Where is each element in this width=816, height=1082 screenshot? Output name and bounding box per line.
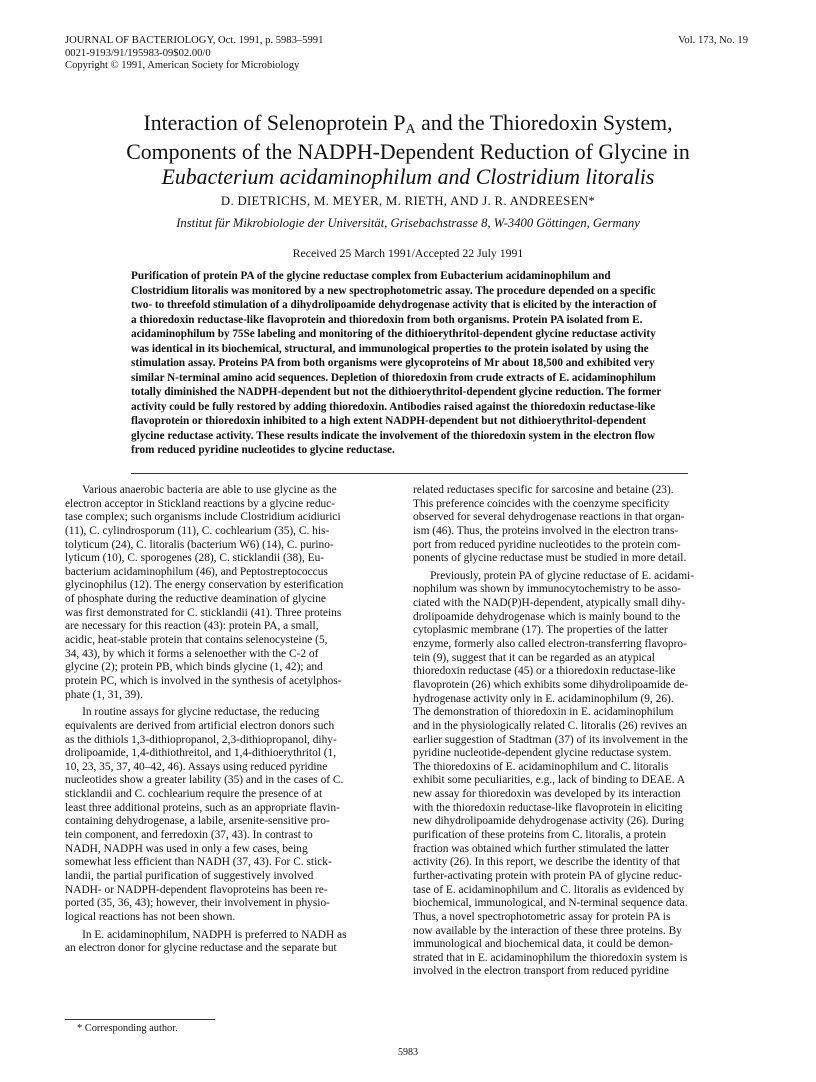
header-line: 0021-9193/91/195983-09$02.00/0 (65, 47, 211, 59)
body-text-line: with the thioredoxin reductase-like flavoprotein in eliciting (413, 801, 683, 814)
body-text-line: ciated with the NAD(P)H-dependent, atypically small dihy- (413, 597, 686, 610)
body-text-line: pyridine nucleotide-dependent glycine reductase system. (413, 747, 672, 760)
body-text-line: now available by the interaction of these three proteins. By (413, 924, 682, 937)
body-text-line: was first demonstrated for C. sticklandii (41). Three proteins (65, 606, 342, 619)
body-text-line: observed for several dehydrogenase reactions in that organ- (413, 511, 685, 524)
abstract-line: similar N-terminal amino acid sequences. Depletion of thioredoxin from crude extracts of E. acidaminophilum (131, 371, 656, 384)
abstract-line: from reduced pyridine nucleotides to glycine reductase. (131, 444, 395, 456)
body-text-line: nucleotides show a greater lability (35) and in the cases of C. (65, 774, 344, 787)
left-column (65, 484, 409, 956)
body-text-line: NADH, NADPH was used in only a few cases, being (65, 842, 308, 855)
body-text-line: NADH- or NADPH-dependent flavoproteins has been re- (65, 883, 328, 896)
body-text-line: This preference coincides with the coenzyme specificity (413, 497, 670, 510)
body-text-line: tolyticum (24), C. litoralis (bacterium W6) (14), C. purino- (65, 538, 334, 551)
body-text-line: somewhat less efficient than NADH (37, 43). For C. stick- (65, 856, 332, 869)
body-text-line: electron acceptor in Stickland reactions by a glycine reduc- (65, 497, 336, 510)
body-text-line: Various anaerobic bacteria are able to use glycine as the (65, 484, 337, 496)
abstract-line: was identical in its biochemical, structural, and immunological properties to the protein isolated by using the (131, 342, 649, 355)
title-line-1: Interaction of Selenoprotein PA and the Thioredoxin System, (143, 111, 673, 137)
body-text-line: lyticum (10), C. sporogenes (28), C. sticklandii (38), Eu- (65, 552, 325, 565)
header-line: Copyright © 1991, American Society for Microbiology (65, 60, 300, 71)
author-list: D. DIETRICHS, M. MEYER, M. RIETH, AND J. R. ANDREESEN* (220, 194, 596, 208)
abstract (131, 269, 691, 458)
body-text-line: tein (9), suggest that it can be regarded as an atypical (413, 651, 655, 664)
body-text-line: enzyme, formerly also called electron-transferring flavopro- (413, 638, 687, 651)
body-text-line: least three additional proteins, such as an appropriate flavin- (65, 801, 340, 814)
body-text-line: ism (46). Thus, the proteins involved in the electron trans- (413, 524, 679, 537)
received-date: Received 25 March 1991/Accepted 22 July 1991 (292, 246, 524, 260)
body-text-line: landii, the partial purification of suggestively involved (65, 869, 314, 882)
right-column (413, 484, 757, 979)
body-text-line: nophilum was shown by immunocytochemistry to be asso- (413, 583, 681, 596)
abstract-line: two- to threefold stimulation of a dihydrolipoamide dehydrogenase activity that is elicited by the interaction of (131, 299, 657, 311)
body-text-line: containing dehydrogenase, a labile, arsenite-sensitive pro- (65, 815, 330, 828)
body-text-line: logical reactions has not been shown. (65, 910, 236, 923)
body-text-line: glycinophilus (12). The energy conservation by esterification (65, 579, 344, 592)
title-line-3: Eubacterium acidaminophilum and Clostridium litoralis (161, 165, 655, 189)
body-text-line: drolipoamide, 1,4-dithiothreitol, and 1,4-dithioerythritol (1, (65, 747, 337, 760)
body-text-line: port from reduced pyridine nucleotides to the protein com- (413, 538, 681, 551)
body-text-line: (11), C. cylindrosporum (11), C. cochlearium (35), C. his- (65, 524, 330, 537)
body-text-line: activity (26). In this report, we describe the identity of that (413, 856, 680, 869)
body-text-line: related reductases specific for sarcosine and betaine (23). (413, 484, 674, 496)
body-text-line: tein component, and ferredoxin (37, 43). In contrast to (65, 829, 313, 842)
abstract-line: activity could be fully restored by adding thioredoxin. Antibodies raised against the thioredoxin reductase-like (131, 400, 656, 413)
body-text-line: In routine assays for glycine reductase, the reducing (65, 706, 320, 719)
affiliation: Institut für Mikrobiologie der Universität, Grisebachstrasse 8, W-3400 Göttingen, Germany (176, 216, 640, 230)
body-text-line: acidic, heat-stable protein that contains selenocysteine (5, (65, 634, 328, 647)
body-text-line: bacterium acidaminophilum (46), and Peptostreptococcus (65, 565, 328, 578)
body-text-line: tase of E. acidaminophilum and C. litoralis as evidenced by (413, 883, 685, 896)
body-text-line: cytoplasmic membrane (17). The properties of the latter (413, 624, 668, 637)
body-text-line: strated that in E. acidaminophilum the thioredoxin system is (413, 951, 688, 964)
body-text-line: flavoprotein (26) which exhibits some dihydrolipoamide de- (413, 678, 689, 691)
abstract-line: glycine reductase activity. These results indicate the involvement of the thioredoxin system in the electron flow (131, 429, 656, 442)
body-text-line: Previously, protein PA of glycine reductase of E. acidami- (413, 569, 695, 582)
body-text-line: are necessary for this reaction (43): protein PA, a small, (65, 620, 319, 633)
body-text-line: protein PC, which is involved in the synthesis of acetylphos- (65, 674, 342, 687)
body-text-line: ported (35, 36, 43); however, their involvement in physio- (65, 897, 330, 910)
body-text-line: Thus, a novel spectrophotometric assay for protein PA is (413, 910, 671, 923)
abstract-divider (131, 473, 688, 474)
abstract-line: acidaminophilum by 75Se labeling and monitoring of the dithioerythritol-dependent glycine reductase activity (131, 328, 656, 340)
abstract-line: Purification of protein PA of the glycine reductase complex from Eubacterium acidaminophilum and (131, 270, 611, 282)
body-text-line: glycine (2); protein PB, which binds glycine (1, 42); and (65, 661, 323, 674)
body-text-line: In E. acidaminophilum, NADPH is preferred to NADH as (65, 928, 347, 941)
body-text-line: tase complex; such organisms include Clostridium acidiurici (65, 511, 341, 524)
body-text-line: hydrogenase activity only in E. acidaminophilum (9, 26). (413, 692, 674, 705)
body-text-line: fraction was obtained which further stimulated the latter (413, 842, 669, 855)
body-text-line: immunological and biochemical data, it could be demon- (413, 938, 674, 951)
body-text-line: The demonstration of thioredoxin in E. acidaminophilum (413, 706, 674, 719)
body-text-line: further-activating protein with protein PA of glycine reduc- (413, 869, 683, 882)
footnote-rule (65, 1019, 215, 1020)
body-text-line: 34, 43), by which it forms a selenoether with the C-2 of (65, 647, 319, 660)
volume-label: Vol. 173, No. 19 (678, 35, 748, 46)
body-text-line: new assay for thioredoxin was developed by its interaction (413, 788, 681, 801)
body-text-line: drolipoamide dehydrogenase which is mainly bound to the (413, 610, 681, 623)
body-text-line: new dihydrolipoamide dehydrogenase activity (26). During (413, 815, 684, 828)
body-text-line: biochemical, immunological, and N-terminal sequence data. (413, 897, 688, 910)
body-text-line: thioredoxin reductase (45) or a thioredoxin reductase-like (413, 665, 676, 678)
journal-header (65, 35, 323, 73)
body-text-line: sticklandii and C. cochlearium require the presence of at (65, 788, 323, 801)
body-text-line: equivalents are derived from artificial electron donors such (65, 719, 335, 732)
abstract-line: flavoprotein or thioredoxin inhibited to a high extent NADPH-dependent but not dithioerythritol-dependent (131, 415, 646, 427)
abstract-line: stimulation assay. Proteins PA from both organisms were glycoproteins of Mr about 18,500 and exhibited very (131, 357, 655, 369)
article-title (60, 111, 756, 191)
body-text-line: earlier suggestion of Stadtman (37) of its involvement in the (413, 733, 688, 746)
footnote: * Corresponding author. (77, 1023, 178, 1034)
body-text-line: ponents of glycine reductase must be studied in more detail. (413, 552, 687, 565)
page-number: 5983 (398, 1047, 418, 1058)
header-line: JOURNAL OF BACTERIOLOGY, Oct. 1991, p. 5983–5991 (65, 35, 324, 46)
body-text-line: of phosphate during the reductive deamination of glycine (65, 593, 326, 606)
body-text-line: exhibit some peculiarities, e.g., lack of binding to DEAE. A (413, 774, 686, 787)
title-line-2: Components of the NADPH-Dependent Reduction of Glycine in (126, 139, 690, 164)
body-text-line: purification of these proteins from C. litoralis, a protein (413, 829, 667, 842)
body-text-line: involved in the electron transport from reduced pyridine (413, 965, 669, 978)
body-text-line: The thioredoxins of E. acidaminophilum and C. litoralis (413, 760, 669, 773)
body-text-line: 10, 23, 35, 37, 40–42, 46). Assays using reduced pyridine (65, 760, 328, 773)
abstract-line: Clostridium litoralis was monitored by a new spectrophotometric assay. The procedure depended on a specific (131, 284, 656, 297)
body-text-line: phate (1, 31, 39). (65, 688, 143, 701)
body-text-line: and in the physiologically related C. litoralis (26) revives an (413, 719, 687, 732)
body-text-line: as the dithiols 1,3-dithiopropanol, 2,3-dithiopropanol, dihy- (65, 733, 337, 746)
abstract-line: totally diminished the NADPH-dependent but not the dithioerythritol-dependent glycine reduction. The former (131, 386, 662, 398)
abstract-line: a thioredoxin reductase-like flavoprotein and thioredoxin from both organisms. Protein PA isolated from E. (131, 313, 643, 326)
body-text-line: an electron donor for glycine reductase and the separate but (65, 942, 337, 955)
